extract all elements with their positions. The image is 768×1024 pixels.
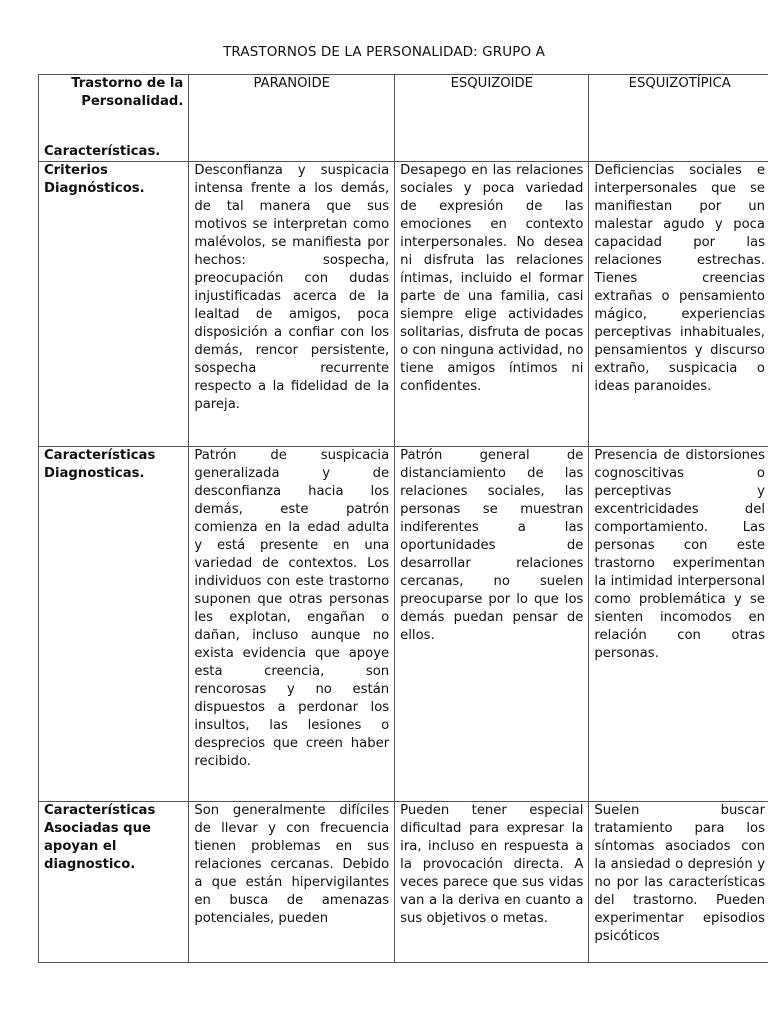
table-cell: Patrón de suspicacia generalizada y de desconfianza hacia los demás, este patrón comienza en la edad adulta y está presente en una variedad de contextos. Los individuos con este trastorno suponen que otras personas les explotan, engañan o dañan, incluso aunque no exista evidencia que apoye esta creencia, son rencorosas y no están dispuestos a perdonar los insultos, las lesiones o desprecios que creen haber recibido. — [189, 447, 395, 802]
personality-disorders-table — [38, 74, 768, 963]
corner-header-cell — [39, 75, 189, 162]
table-row — [39, 162, 768, 447]
table-cell: Suelen buscar tratamiento para los síntomas asociados con la ansiedad o depresión y no por las características del trastorno. Pueden experimentar episodios psicóticos — [589, 802, 768, 963]
table-header-row — [39, 75, 768, 162]
table-cell: Presencia de distorsiones cognoscitivas o perceptivas y excentricidades del comportamiento. Las personas con este trastorno experimentan la intimidad interpersonal como problemática y se sienten incomodos en relación con otras personas. — [589, 447, 768, 802]
row-header-asociadas: Características Asociadas que apoyan el diagnostico. — [39, 802, 189, 963]
table-row — [39, 447, 768, 802]
table-cell: Deficiencias sociales e interpersonales que se manifiestan por un malestar agudo y poca capacidad por las relaciones estrechas. Tienes creencias extrañas o pensamiento mágico, experiencias perceptivas inhabituales, pensamientos y discurso extraño, suspicacia o ideas paranoides. — [589, 162, 768, 447]
column-header-paranoide: PARANOIDE — [189, 75, 395, 162]
document-title: TRASTORNOS DE LA PERSONALIDAD: GRUPO A — [223, 44, 545, 60]
row-header-caracteristicas: Características Diagnosticas. — [39, 447, 189, 802]
table-cell: Desconfianza y suspicacia intensa frente a los demás, de tal manera que sus motivos se interpretan como malévolos, se manifiesta por hechos: sospecha, preocupación con dudas injustificadas acerca de la lealtad de amigos, poca disposición a confiar con los demás, rencor persistente, sospecha recurrente respecto a la fidelidad de la pareja. — [189, 162, 395, 447]
row-header-criterios: Criterios Diagnósticos. — [39, 162, 189, 447]
corner-header-characteristics: Características. — [44, 144, 161, 159]
column-header-esquizoide: ESQUIZOIDE — [395, 75, 589, 162]
table-cell: Patrón general de distanciamiento de las relaciones sociales, las personas se muestran indiferentes a las oportunidades de desarrollar relaciones cercanas, no suelen preocuparse por lo que los demás puedan pensar de ellos. — [395, 447, 589, 802]
table-row — [39, 802, 768, 963]
table-cell: Pueden tener especial dificultad para expresar la ira, incluso en respuesta a la provocación directa. A veces parece que sus vidas van a la deriva en cuanto a sus objetivos o metas. — [395, 802, 589, 963]
corner-header-disorder: Trastorno de la Personalidad. — [71, 76, 184, 109]
table-cell: Desapego en las relaciones sociales y poca variedad de expresión de las emociones en contexto interpersonales. No desea ni disfruta las relaciones íntimas, incluido el formar parte de una familia, casi siempre elige actividades solitarias, disfruta de pocas o con ninguna actividad, no tiene amigos íntimos ni confidentes. — [395, 162, 589, 447]
column-header-esquizotipica: ESQUIZOTÍPICA — [589, 75, 768, 162]
table-cell: Son generalmente difíciles de llevar y con frecuencia tienen problemas en sus relaciones cercanas. Debido a que están hipervigilantes en busca de amenazas potenciales, pueden — [189, 802, 395, 963]
